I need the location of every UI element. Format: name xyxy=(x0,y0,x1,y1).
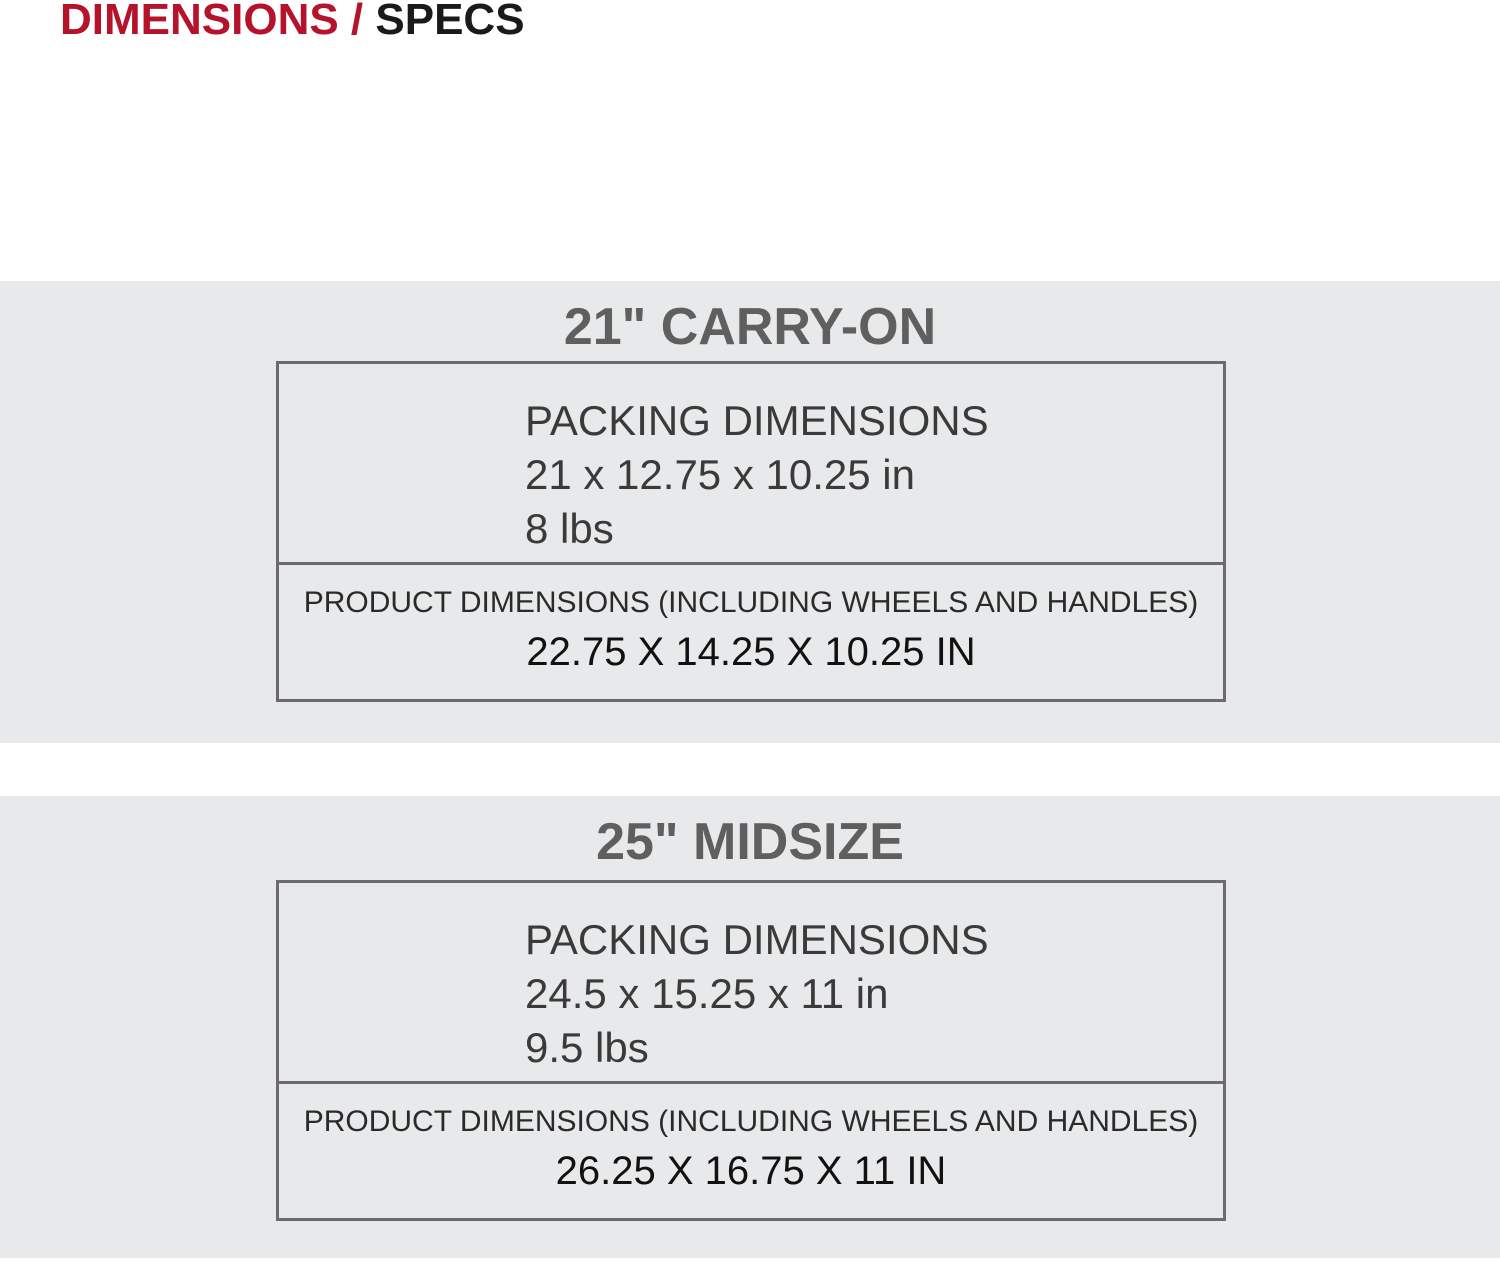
packing-weight-value: 9.5 lbs xyxy=(525,1024,649,1071)
midsize-section xyxy=(0,796,1500,1258)
packing-dimensions-panel xyxy=(279,364,1223,565)
packing-weight-value: 8 lbs xyxy=(525,505,614,552)
product-dimensions-value: 22.75 X 14.25 X 10.25 IN xyxy=(526,630,976,674)
product-dimensions-panel xyxy=(279,565,1223,699)
section-title: 25" MIDSIZE xyxy=(596,813,904,871)
heading-secondary: SPECS xyxy=(375,0,525,44)
product-dimensions-label: PRODUCT DIMENSIONS (INCLUDING WHEELS AND HANDLES) xyxy=(303,586,1199,619)
spec-box xyxy=(276,880,1226,1221)
packing-dimensions-panel xyxy=(279,883,1223,1084)
product-dimensions-panel xyxy=(279,1084,1223,1218)
packing-dimensions-value: 24.5 x 15.25 x 11 in xyxy=(525,970,889,1017)
product-dimensions-label: PRODUCT DIMENSIONS (INCLUDING WHEELS AND HANDLES) xyxy=(303,1105,1199,1138)
heading-primary: DIMENSIONS xyxy=(60,0,339,44)
heading-separator: / xyxy=(338,0,376,44)
page-heading xyxy=(60,0,525,48)
packing-dimensions-label: PACKING DIMENSIONS xyxy=(525,916,989,963)
section-title: 21" CARRY-ON xyxy=(563,298,937,356)
carry-on-section xyxy=(0,281,1500,743)
spec-box xyxy=(276,361,1226,702)
packing-dimensions-value: 21 x 12.75 x 10.25 in xyxy=(525,451,915,498)
packing-dimensions-label: PACKING DIMENSIONS xyxy=(525,397,989,444)
product-dimensions-value: 26.25 X 16.75 X 11 IN xyxy=(555,1149,947,1193)
